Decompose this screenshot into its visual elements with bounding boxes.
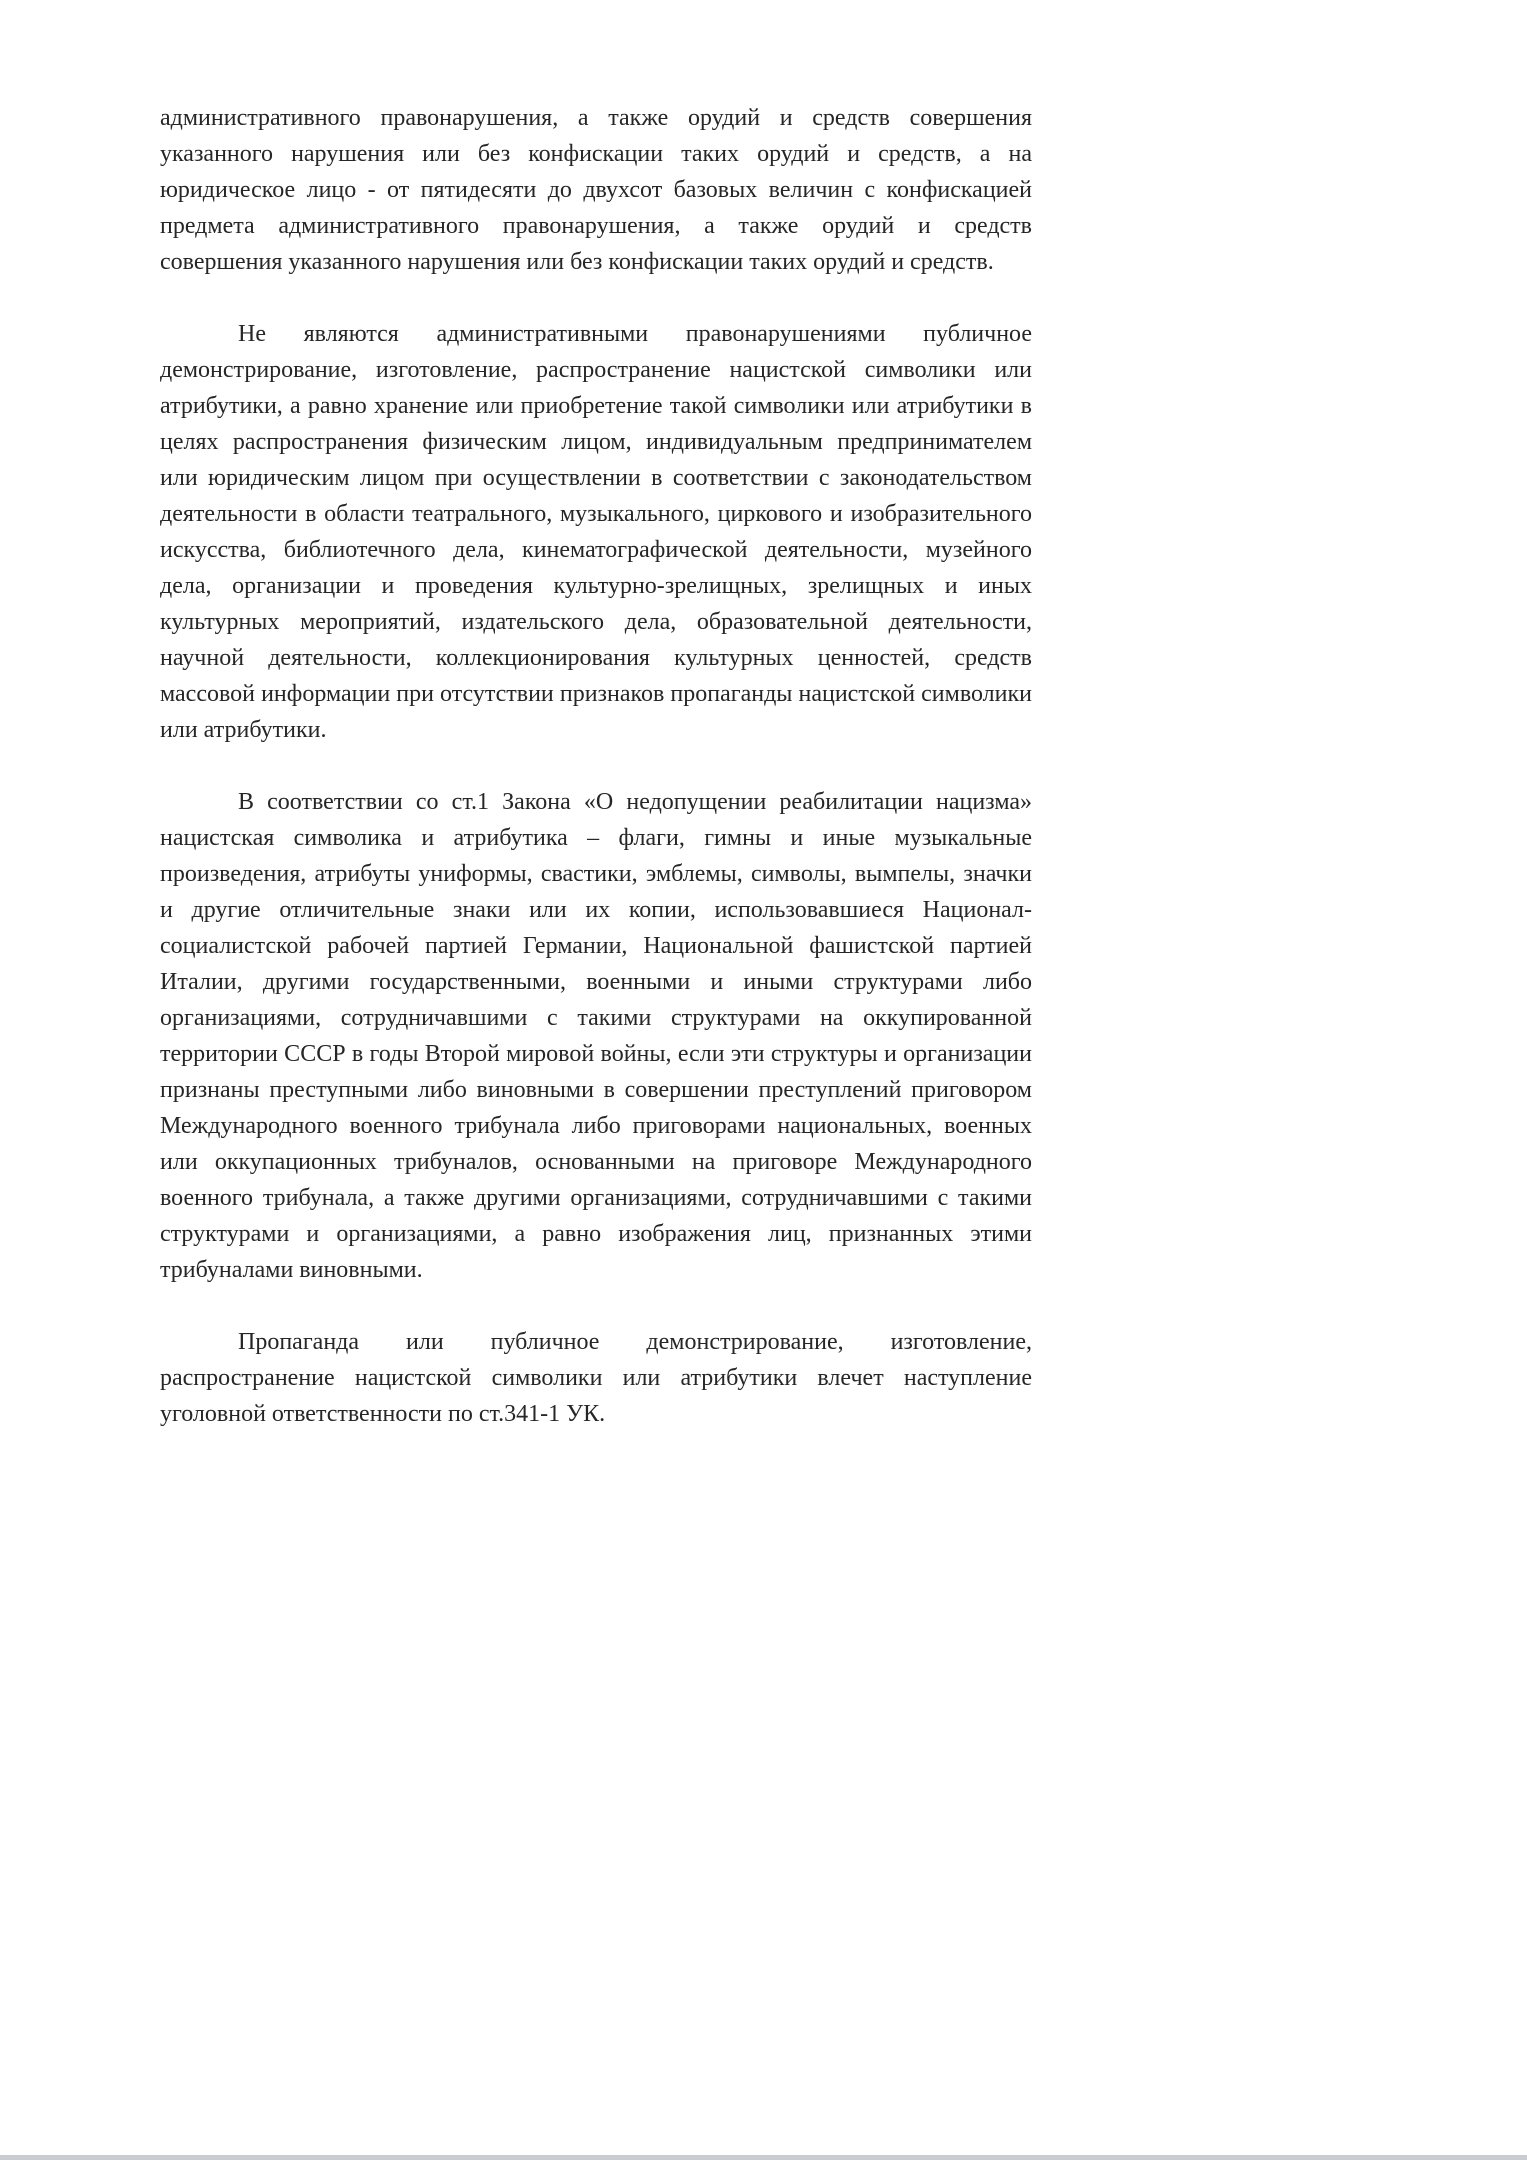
paragraph-law-definition: В соответствии со ст.1 Закона «О недопущении реабилитации нацизма» нацистская символика и атрибутика – флаги, гимны и иные музыкальные произведения, атрибуты униформы, свастики, эмблемы, символы, вымпелы, значки и другие отличительные знаки или их копии, использовавшиеся Национал-социалистской рабочей партией Германии, Национальной фашистской партией Италии, другими государственными, военными и иными структурами либо организациями, сотрудничавшими с такими структурами на оккупированной территории СССР в годы Второй мировой войны, если эти структуры и организации признаны преступными либо виновными в совершении преступлений приговором Международного военного трибунала либо приговорами национальных, военных или оккупационных трибуналов, основанными на приговоре Международного военного трибунала, а также другими организациями, сотрудничавшими с такими структурами и организациями, а равно изображения лиц, признанных этими трибуналами виновными.: [160, 789, 1032, 1283]
paragraph-criminal-liability: Пропаганда или публичное демонстрирование, изготовление, распространение нацистской символики или атрибутики влечет наступление уголовной ответственности по ст.341-1 УК.: [160, 1329, 1032, 1427]
paragraph-not-offenses: Не являются административными правонарушениями публичное демонстрирование, изготовление, распространение нацистской символики или атрибутики, а равно хранение или приобретение такой символики или атрибутики в целях распространения физическим лицом, индивидуальным предпринимателем или юридическим лицом при осуществлении в соответствии с законодательством деятельности в области театрального, музыкального, циркового и изобразительного искусства, библиотечного дела, кинематографической деятельности, музейного дела, организации и проведения культурно-зрелищных, зрелищных и иных культурных мероприятий, издательского дела, образовательной деятельности, научной деятельности, коллекционирования культурных ценностей, средств массовой информации при отсутствии признаков пропаганды нацистской символики или атрибутики.: [160, 321, 1032, 743]
document-text-block: [160, 100, 1032, 1468]
page-bottom-edge-line: [0, 2155, 1527, 2160]
paragraph-continuation: административного правонарушения, а также орудий и средств совершения указанного нарушения или без конфискации таких орудий и средств, а на юридическое лицо - от пятидесяти до двухсот базовых величин с конфискацией предмета административного правонарушения, а также орудий и средств совершения указанного нарушения или без конфискации таких орудий и средств.: [160, 105, 1032, 275]
